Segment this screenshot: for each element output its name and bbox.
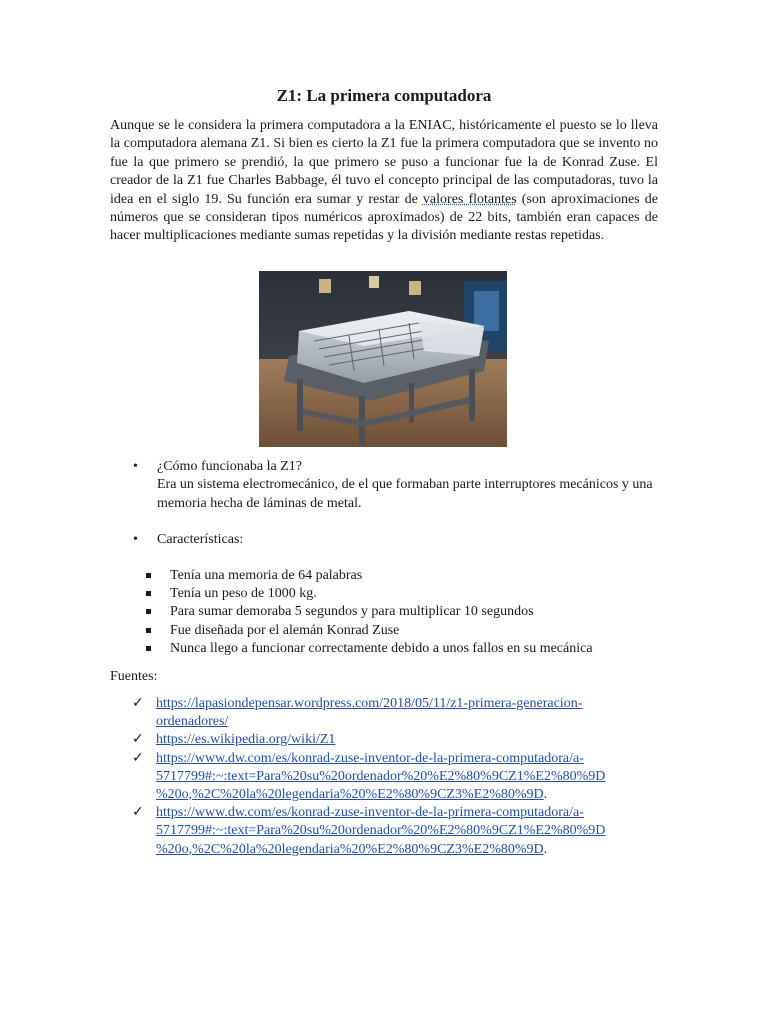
list-item [146, 603, 706, 621]
check-icon: ✓ [132, 749, 144, 766]
feature-text: Para sumar demoraba 5 segundos y para multiplicar 10 segundos [170, 604, 534, 620]
feature-text: Fue diseñada por el alemán Konrad Zuse [170, 622, 400, 638]
list-item [146, 622, 706, 640]
list-item [146, 585, 706, 603]
bullet-icon: • [133, 532, 138, 548]
check-icon: ✓ [132, 695, 144, 711]
intro-text-2: (son aproximaciones de números que se consideran tipos numéricos aproximados) de 22 bits, también eran capaces de hacer multiplicaciones mediante sumas repetidas y la división mediante restas repetidas. [110, 191, 658, 244]
intro-text-1: Aunque se le considera la primera computadora a la ENIAC, históricamente el puesto se lo lleva la computadora alemana Z1. Si bien es cierto la Z1 fue la primera computadora que se invento no fue la que primero se prendió, la que primero se puso a funcionar fue la de Konrad Zuse. El creador de la Z1 fue Charles Babbage, él tuvo el concepto principal de las computadoras, tuvo la idea en el siglo 19. Su función era sumar y restar de [110, 118, 658, 207]
spacer [110, 513, 670, 531]
check-icon: ✓ [132, 731, 144, 748]
feature-text: Tenía un peso de 1000 kg. [170, 586, 317, 602]
source-link-1[interactable]: https://lapasiondepensar.wordpress.com/2018/05/11/z1-primera-generacion- ordenadores/ [156, 696, 583, 730]
source-link-3[interactable]: https://www.dw.com/es/konrad-zuse-inventor-de-la-primera-computadora/a- 5717799#:~:text=Para%20su%20ordenador%20%E2%80%9CZ1%E2%80%9D %20o,%2C%20la%20legendaria%20%E2%80%9CZ3%E2%80%9D [156, 750, 606, 803]
square-bullet-icon [146, 609, 151, 614]
sources-list [132, 695, 672, 859]
square-bullet-icon [146, 591, 151, 596]
page-title: Z1: La primera computadora [276, 86, 492, 105]
intro-underlined-term: valores flotantes [422, 191, 517, 207]
bullet-icon: • [133, 459, 138, 474]
source-link-2[interactable]: https://es.wikipedia.org/wiki/Z1 [156, 732, 336, 748]
list-item [146, 640, 706, 658]
characteristics-title: Características: [157, 532, 244, 548]
sources-label: Fuentes: [110, 669, 158, 684]
feature-text: Tenía una memoria de 64 palabras [170, 568, 363, 583]
question-answer: Era un sistema electromecánico, de el que formaban parte interruptores mecánicos y una memoria hecha de láminas de metal. [157, 477, 653, 511]
list-item [132, 695, 672, 731]
link-period: . [543, 787, 548, 803]
z1-machine-photo [259, 271, 507, 447]
features-list [146, 567, 706, 658]
square-bullet-icon [146, 573, 151, 578]
question-list [110, 458, 670, 550]
source-link-4[interactable]: https://www.dw.com/es/konrad-zuse-inventor-de-la-primera-computadora/a- 5717799#:~:text=Para%20su%20ordenador%20%E2%80%9CZ1%E2%80%9D %20o,%2C%20la%20legendaria%20%E2%80%9CZ3%E2%80%9D [156, 805, 606, 857]
check-icon: ✓ [132, 804, 144, 821]
list-item [132, 750, 672, 805]
feature-text: Nunca llego a funcionar correctamente debido a unos fallos en su mecánica [170, 640, 593, 656]
list-item [132, 804, 672, 859]
question-title: ¿Cómo funcionaba la Z1? [157, 459, 303, 474]
intro-paragraph [110, 117, 658, 246]
list-item [110, 531, 670, 549]
square-bullet-icon [146, 628, 151, 633]
link-period: . [543, 841, 548, 857]
list-item [110, 458, 670, 513]
square-bullet-icon [146, 646, 151, 651]
list-item [146, 567, 706, 585]
list-item [132, 731, 672, 749]
